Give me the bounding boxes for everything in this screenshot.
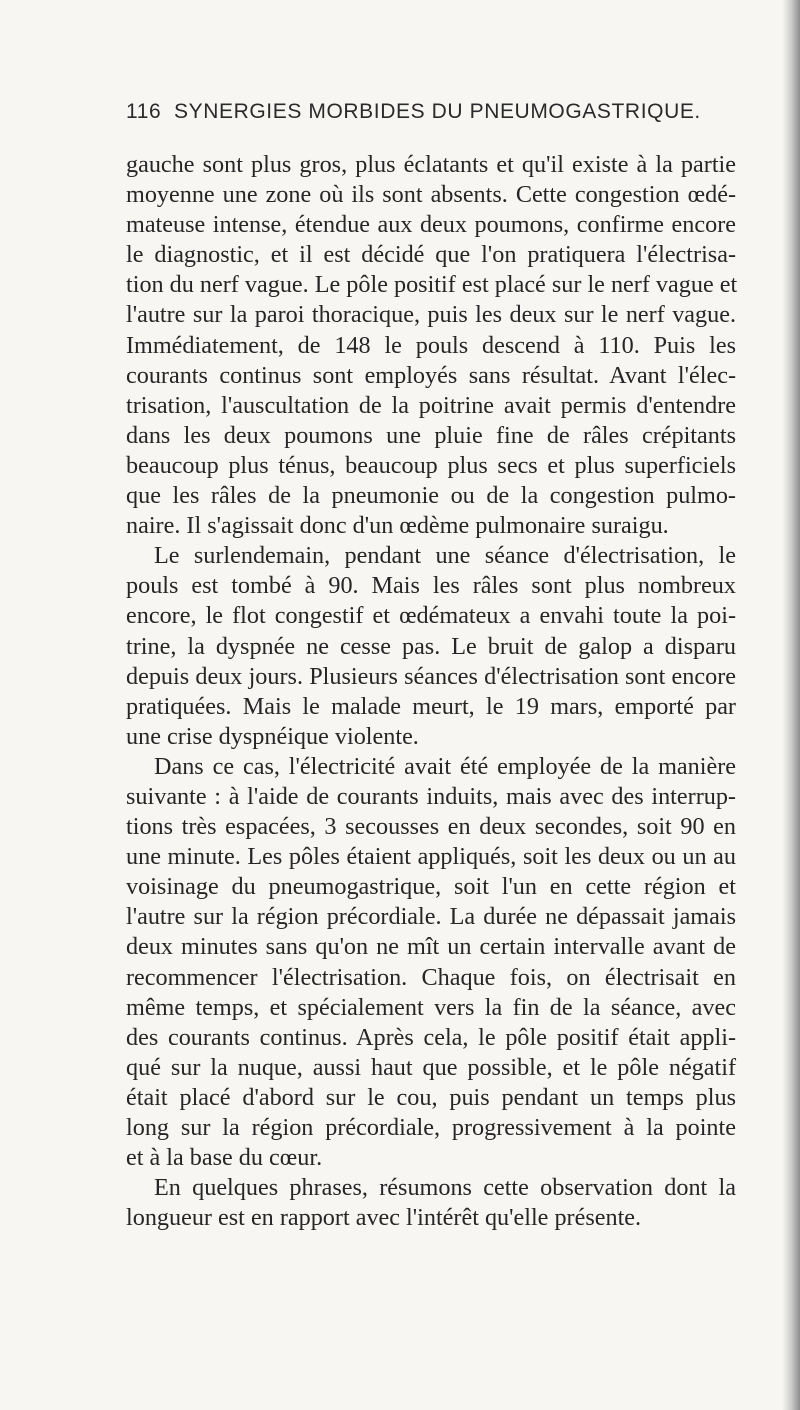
text-line: qué sur la nuque, aussi haut que possible, et le pôle négatif <box>126 1053 736 1081</box>
text-line: même temps, et spécialement vers la fin de la séance, avec <box>126 993 736 1021</box>
text-line: Le surlendemain, pendant une séance d'électrisation, le <box>154 542 736 570</box>
text-line: le diagnostic, et il est décidé que l'on pratiquera l'électrisa- <box>126 241 736 269</box>
text-line: que les râles de la pneumonie ou de la congestion pulmo- <box>126 482 736 510</box>
text-line: était placé d'abord sur le cou, puis pendant un temps plus <box>126 1083 736 1111</box>
text-line: pratiquées. Mais le malade meurt, le 19 mars, emporté par <box>126 692 736 720</box>
text-line: depuis deux jours. Plusieurs séances d'électrisation sont encore <box>126 662 736 690</box>
body-text <box>126 150 736 1233</box>
text-line: et à la base du cœur. <box>126 1144 323 1172</box>
text-line: suivante : à l'aide de courants induits, mais avec des interrup- <box>126 782 736 810</box>
text-line: une minute. Les pôles étaient appliqués, soit les deux ou un au <box>126 843 736 871</box>
text-line: mateuse intense, étendue aux deux poumons, confirme encore <box>126 211 736 239</box>
page-edge-shadow <box>782 0 800 1410</box>
text-line: tion du nerf vague. Le pôle positif est placé sur le nerf vague et <box>126 271 738 299</box>
text-line: naire. Il s'agissait donc d'un œdème pulmonaire suraigu. <box>126 512 669 540</box>
page-number: 116 <box>126 100 162 123</box>
text-line: deux minutes sans qu'on ne mît un certain intervalle avant de <box>126 933 736 961</box>
text-line: trisation, l'auscultation de la poitrine avait permis d'entendre <box>126 391 736 419</box>
text-line: des courants continus. Après cela, le pôle positif était appli- <box>126 1023 736 1051</box>
text-line: courants continus sont employés sans résultat. Avant l'élec- <box>126 361 736 389</box>
text-line: pouls est tombé à 90. Mais les râles sont plus nombreux <box>126 572 736 600</box>
text-line: En quelques phrases, résumons cette observation dont la <box>154 1174 736 1202</box>
text-line: Dans ce cas, l'électricité avait été employée de la manière <box>154 752 736 780</box>
text-line: dans les deux poumons une pluie fine de râles crépitants <box>126 421 736 449</box>
text-line: une crise dyspnéique violente. <box>126 722 419 750</box>
text-line: l'autre sur la paroi thoracique, puis les deux sur le nerf vague. <box>126 301 736 329</box>
text-line: beaucoup plus ténus, beaucoup plus secs et plus superficiels <box>126 451 736 479</box>
text-line: long sur la région précordiale, progressivement à la pointe <box>126 1114 736 1141</box>
page-header <box>126 100 726 126</box>
text-line: moyenne une zone où ils sont absents. Cette congestion œdé- <box>126 181 736 209</box>
text-line: tions très espacées, 3 secousses en deux secondes, soit 90 en <box>126 813 736 841</box>
text-line: recommencer l'électrisation. Chaque fois, on électrisait en <box>126 963 736 991</box>
text-line: trine, la dyspnée ne cesse pas. Le bruit de galop a disparu <box>126 632 736 660</box>
text-line: gauche sont plus gros, plus éclatants et qu'il existe à la partie <box>126 151 736 178</box>
text-line: longueur est en rapport avec l'intérêt qu'elle présente. <box>126 1204 642 1232</box>
text-line: voisinage du pneumogastrique, soit l'un en cette région et <box>126 873 736 901</box>
text-line: Immédiatement, de 148 le pouls descend à 110. Puis les <box>126 331 736 359</box>
text-line: encore, le flot congestif et œdémateux a envahi toute la poi- <box>126 602 736 630</box>
running-title: SYNERGIES MORBIDES DU PNEUMOGASTRIQUE. <box>174 100 701 123</box>
text-line: l'autre sur la région précordiale. La durée ne dépassait jamais <box>126 903 736 931</box>
